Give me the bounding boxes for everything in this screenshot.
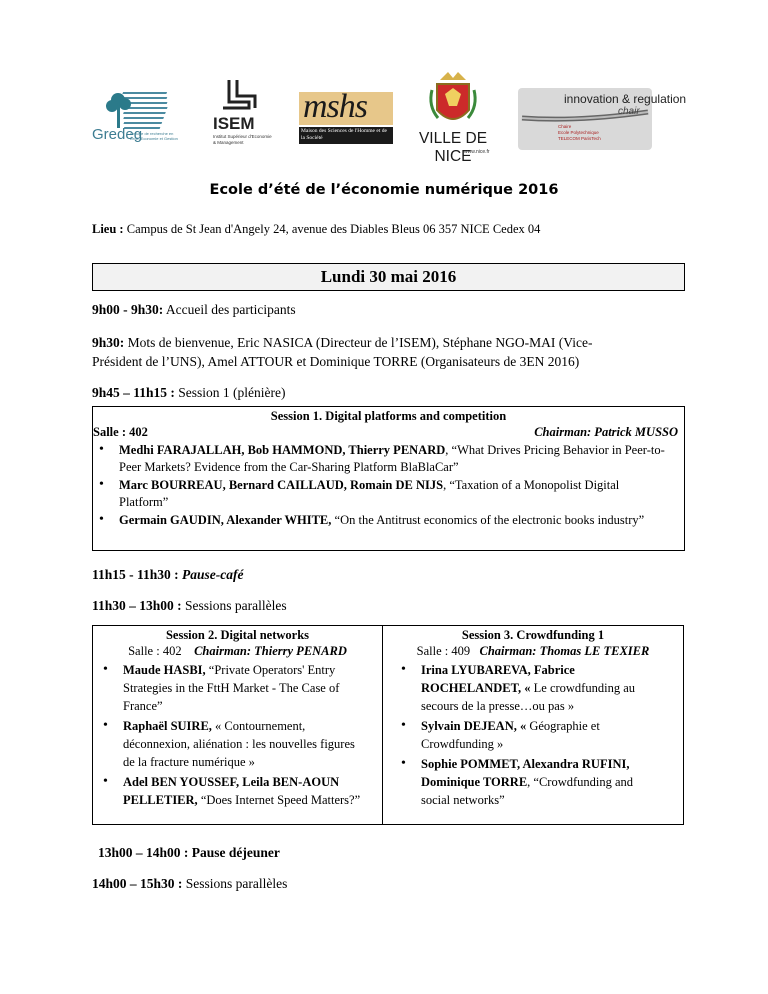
session-3-title: Session 3. Crowdfunding 1 bbox=[461, 628, 605, 642]
talk-item bbox=[97, 773, 369, 809]
schedule-line-2 bbox=[92, 333, 592, 353]
schedule-text: Pause-café bbox=[182, 567, 244, 582]
talk-item bbox=[93, 512, 668, 529]
innov-sub: chair bbox=[618, 106, 640, 117]
nice-name: VILLE DE NICE bbox=[418, 130, 488, 165]
isem-subtitle: Institut Supérieur d'Economie & Management bbox=[213, 134, 272, 145]
location-text: Campus de St Jean d'Angely 24, avenue des Diables Bleus 06 357 NICE Cedex 04 bbox=[126, 222, 541, 236]
talk-title: “On the Antitrust economics of the electronic books industry” bbox=[331, 513, 645, 527]
schedule-line-1 bbox=[92, 300, 296, 320]
session-1-title: Session 1. Digital platforms and competition bbox=[270, 409, 507, 423]
talk-authors: Adel BEN YOUSSEF, Leila BEN-AOUN PELLETIER, bbox=[123, 775, 340, 807]
talk-title: , “Crowdfunding and social networks” bbox=[421, 775, 634, 807]
talk-title: “Private Operators' Entry Strategies in the FttH Market - The Case of France” bbox=[123, 663, 340, 713]
innov-note-3: TELECOM ParisTech bbox=[558, 136, 601, 141]
location-label: Lieu : bbox=[92, 222, 124, 236]
talk-item bbox=[93, 442, 668, 475]
schedule-text: Session 1 (plénière) bbox=[178, 385, 286, 400]
schedule-text: Mots de bienvenue, Eric NASICA (Directeur de l’ISEM), Stéphane NGO-MAI (Vice- bbox=[127, 335, 593, 350]
innovation-regulation-logo bbox=[518, 88, 687, 150]
schedule-text: Sessions parallèles bbox=[185, 598, 287, 613]
innov-note-1: Chaire bbox=[558, 124, 572, 129]
talk-title: Le crowdfunding au secours de la presse…ou pas » bbox=[421, 681, 635, 713]
document-title: Ecole d’été de l’économie numérique 2016 bbox=[209, 182, 559, 198]
schedule-time: 11h15 - 11h30 : bbox=[92, 567, 179, 582]
session-1-talks bbox=[93, 442, 668, 531]
talk-item bbox=[395, 755, 657, 809]
session-1-box bbox=[92, 406, 685, 551]
talk-title: « Contournement, déconnexion, aliénation : les nouvelles figures de la fracture numérique » bbox=[123, 719, 355, 769]
talk-authors: Marc BOURREAU, Bernard CAILLAUD, Romain DE NIJS bbox=[119, 478, 444, 492]
parallel-sessions-box bbox=[92, 625, 684, 825]
talk-authors: Medhi FARAJALLAH, Bob HAMMOND, Thierry PENARD bbox=[119, 443, 446, 457]
schedule-line-5 bbox=[92, 596, 287, 616]
isem-logo bbox=[207, 78, 271, 154]
talk-authors: Sylvain DEJEAN, « bbox=[421, 719, 527, 733]
mshs-name: mshs bbox=[303, 88, 368, 125]
schedule-time: 9h45 – 11h15 : bbox=[92, 385, 175, 400]
nice-url: www.nice.fr bbox=[464, 149, 490, 155]
talk-authors: Maude HASBI, bbox=[123, 663, 206, 677]
talk-title: , “Taxation of a Monopolist Digital Platform” bbox=[119, 478, 620, 509]
gredeg-logo bbox=[92, 84, 180, 156]
schedule-line-2-cont: Président de l’UNS), Amel ATTOUR et Dominique TORRE (Organisateurs de 3EN 2016) bbox=[92, 354, 580, 369]
day-heading: Lundi 30 mai 2016 bbox=[92, 263, 685, 291]
talk-authors: Raphaël SUIRE, bbox=[123, 719, 212, 733]
talk-item bbox=[395, 661, 657, 715]
ville-de-nice-logo bbox=[404, 70, 502, 165]
mshs-logo bbox=[299, 88, 393, 144]
schedule-line-4 bbox=[92, 565, 244, 585]
session-3-talks bbox=[395, 661, 657, 811]
session-2-room: Salle : 402 bbox=[128, 644, 182, 658]
talk-title: Géographie et Crowdfunding » bbox=[421, 719, 600, 751]
location bbox=[92, 222, 540, 237]
session-3-room: Salle : 409 bbox=[416, 644, 471, 658]
talk-authors: Germain GAUDIN, Alexander WHITE, bbox=[119, 513, 332, 527]
schedule-time: 9h30: bbox=[92, 335, 125, 350]
innov-name: innovation & regulation bbox=[564, 92, 687, 106]
session-2-title: Session 2. Digital networks bbox=[165, 628, 310, 642]
talk-authors: Sophie POMMET, Alexandra RUFINI, Dominique TORRE bbox=[421, 757, 630, 789]
talk-authors: Irina LYUBAREVA, Fabrice ROCHELANDET, « bbox=[421, 663, 575, 695]
schedule-line-7 bbox=[92, 874, 287, 894]
session-3-chair: Chairman: Thomas LE TEXIER bbox=[479, 644, 650, 658]
mshs-subtitle: Maison des Sciences de l'Homme et de la Société bbox=[299, 127, 393, 144]
schedule-time: 11h30 – 13h00 : bbox=[92, 598, 182, 613]
session-2-talks bbox=[97, 661, 369, 811]
schedule-text: Sessions parallèles bbox=[185, 876, 288, 891]
schedule-time: 14h00 – 15h30 : bbox=[92, 876, 183, 891]
talk-item bbox=[93, 477, 668, 510]
session-1-chair: Chairman: Patrick MUSSO bbox=[534, 425, 678, 439]
session-1-room: Salle : 402 bbox=[93, 425, 148, 439]
schedule-time: 9h00 - 9h30: bbox=[92, 302, 164, 317]
gredeg-subtitle: Groupe de recherche en Droit, Economie et Gestion bbox=[130, 131, 178, 141]
session-3-room-chair bbox=[383, 644, 683, 659]
session-2-chair: Chairman: Thierry PENARD bbox=[194, 644, 347, 658]
talk-item bbox=[97, 661, 369, 715]
schedule-time: 13h00 – 14h00 : Pause déjeuner bbox=[98, 845, 280, 860]
isem-name: ISEM bbox=[213, 114, 255, 133]
talk-title: “Does Internet Speed Matters?” bbox=[197, 793, 361, 807]
session-2-column bbox=[93, 626, 382, 824]
schedule-line-6 bbox=[98, 843, 280, 863]
talk-item bbox=[395, 717, 657, 753]
session-2-room-chair bbox=[93, 644, 382, 659]
innov-note-2: Ecole Polytechnique bbox=[558, 130, 599, 135]
schedule-text: Accueil des participants bbox=[165, 302, 296, 317]
session-3-column bbox=[383, 626, 683, 824]
gredeg-name: Gredeg bbox=[92, 126, 143, 143]
talk-title: , “What Drives Pricing Behavior in Peer-to-Peer Markets? Evidence from the Car-Sharing Platform BlaBlaCar” bbox=[119, 443, 665, 474]
schedule-line-3 bbox=[92, 383, 286, 403]
talk-item bbox=[97, 717, 369, 771]
